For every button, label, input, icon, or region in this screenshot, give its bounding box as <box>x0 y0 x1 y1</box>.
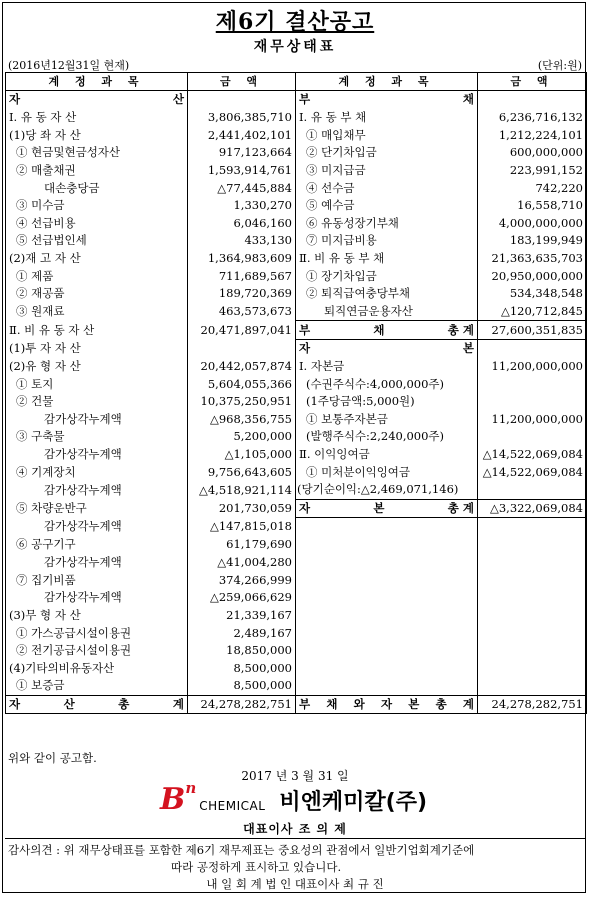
table-row <box>6 571 587 589</box>
table-row <box>6 358 587 376</box>
left-amount-cell: 463,573,673 <box>188 303 296 321</box>
account-cell: ① 미처분이익잉여금 <box>296 463 478 481</box>
right-amount-cell: 6,236,716,132 <box>478 109 587 127</box>
account-cell: 퇴직연금운용자산 <box>296 303 478 321</box>
account-label: 자 <box>299 501 311 516</box>
account-cell <box>296 607 478 625</box>
left-amount-cell: 1,364,983,609 <box>188 250 296 268</box>
account-cell <box>296 624 478 642</box>
account-cell: ② 퇴직급여충당부채 <box>296 285 478 303</box>
left-amount-cell: 374,266,999 <box>188 571 296 589</box>
account-label: 부 <box>299 322 311 337</box>
account-cell: ① 매입채무 <box>296 126 478 144</box>
table-row <box>6 126 587 144</box>
account-cell: ⑦ 미지급비용 <box>296 232 478 250</box>
account-cell: ⑥ 유동성장기부채 <box>296 214 478 232</box>
left-amount-cell: △41,004,280 <box>188 554 296 572</box>
account-cell <box>6 91 188 109</box>
account-label-end: 본 <box>462 341 474 356</box>
account-cell <box>296 554 478 572</box>
right-amount-cell <box>478 393 587 411</box>
account-cell: 감가상각누계액 <box>6 481 188 499</box>
table-row <box>6 589 587 607</box>
table-row <box>6 463 587 481</box>
account-cell <box>296 642 478 660</box>
left-amount-cell: 1,330,270 <box>188 197 296 215</box>
table-row <box>6 446 587 464</box>
right-total-char: 부 <box>299 697 311 712</box>
account-cell: 감가상각누계액 <box>6 446 188 464</box>
account-cell: 감가상각누계액 <box>6 554 188 572</box>
table-row <box>6 214 587 232</box>
right-amount-cell: 20,950,000,000 <box>478 267 587 285</box>
account-cell: (1)당 좌 자 산 <box>6 126 188 144</box>
account-cell: ① 제품 <box>6 267 188 285</box>
left-total-char: 자 <box>9 697 21 712</box>
account-cell <box>296 589 478 607</box>
account-spread <box>9 91 184 108</box>
right-amount-cell <box>478 481 587 499</box>
left-amount-cell: 20,471,897,041 <box>188 321 296 340</box>
left-amount-cell: 5,200,000 <box>188 428 296 446</box>
account-cell: (4)기타의비유동자산 <box>6 660 188 678</box>
right-amount-cell: 600,000,000 <box>478 144 587 162</box>
right-amount-cell: 183,199,949 <box>478 232 587 250</box>
left-amount-cell: 3,806,385,710 <box>188 109 296 127</box>
table-row <box>6 642 587 660</box>
right-amount-cell: 16,558,710 <box>478 197 587 215</box>
account-cell: Ⅱ. 비 유 동 부 채 <box>296 250 478 268</box>
right-amount-cell <box>478 607 587 625</box>
right-total-char: 채 <box>326 697 338 712</box>
right-amount-cell: △3,322,069,084 <box>478 499 587 518</box>
account-spread <box>299 500 474 517</box>
account-cell: ③ 미수금 <box>6 197 188 215</box>
account-cell: Ⅰ. 유 동 부 채 <box>296 109 478 127</box>
account-cell: ③ 원재료 <box>6 303 188 321</box>
right-amount-cell: 223,991,152 <box>478 162 587 180</box>
account-cell: 대손충당금 <box>6 179 188 197</box>
account-cell: ① 현금및현금성자산 <box>6 144 188 162</box>
left-amount-cell <box>188 91 296 109</box>
header-account-left: 계 정 과 목 <box>6 73 188 91</box>
account-cell: ⑤ 차량운반구 <box>6 499 188 518</box>
logo-chemical-text: CHEMICAL <box>199 799 266 813</box>
audit-line-1: 감사의견 : 위 재무상태표를 포함한 제6기 재무제표는 중요성의 관점에서 일반기업회계기준에 <box>8 843 475 857</box>
account-cell: ⑤ 예수금 <box>296 197 478 215</box>
account-cell: 감가상각누계액 <box>6 411 188 429</box>
account-cell <box>296 91 478 109</box>
table-row <box>6 393 587 411</box>
table-row <box>6 144 587 162</box>
left-amount-cell: 20,442,057,874 <box>188 358 296 376</box>
account-label-end: 총 계 <box>447 501 474 516</box>
table-row <box>6 339 587 357</box>
right-amount-cell <box>478 642 587 660</box>
table-row <box>6 677 587 695</box>
table-row <box>6 536 587 554</box>
left-total-spread <box>9 696 184 713</box>
left-amount-cell: △1,105,000 <box>188 446 296 464</box>
account-cell: ④ 선급비용 <box>6 214 188 232</box>
right-total-label <box>296 695 478 714</box>
left-amount-cell: 10,375,250,951 <box>188 393 296 411</box>
account-cell: ② 건물 <box>6 393 188 411</box>
table-row <box>6 250 587 268</box>
table-row <box>6 607 587 625</box>
right-amount-cell: 11,200,000,000 <box>478 358 587 376</box>
account-cell <box>296 677 478 695</box>
account-cell <box>296 571 478 589</box>
account-cell: (발행주식수:2,240,000주) <box>296 428 478 446</box>
right-amount-cell <box>478 589 587 607</box>
account-cell: (2)유 형 자 산 <box>6 358 188 376</box>
account-cell: (1)투 자 자 산 <box>6 339 188 357</box>
table-row <box>6 303 587 321</box>
account-cell: (1주당금액:5,000원) <box>296 393 478 411</box>
notice-date: 2017 년 3 월 31 일 <box>241 769 349 783</box>
table-row <box>6 232 587 250</box>
account-cell: ② 전기공급시설이용권 <box>6 642 188 660</box>
table-row <box>6 518 587 536</box>
account-cell: (수권주식수:4,000,000주) <box>296 375 478 393</box>
total-row <box>6 695 587 714</box>
company-logo <box>160 779 428 817</box>
account-cell <box>296 518 478 536</box>
account-spread <box>299 340 474 357</box>
ceo-line: 대표이사 조 의 제 <box>243 822 347 836</box>
account-cell: Ⅱ. 비 유 동 자 산 <box>6 321 188 340</box>
left-amount-cell: 711,689,567 <box>188 267 296 285</box>
left-amount-cell: 9,756,643,605 <box>188 463 296 481</box>
page-subtitle: 재무상태표 <box>253 39 337 55</box>
table-row <box>6 624 587 642</box>
account-label: 자 <box>299 341 311 356</box>
balance-sheet-table <box>5 72 587 714</box>
account-cell: ⑦ 집기비품 <box>6 571 188 589</box>
left-amount-cell: 61,179,690 <box>188 536 296 554</box>
right-total-char: 계 <box>462 697 474 712</box>
audit-opinion <box>8 842 583 876</box>
account-cell: ④ 기계장치 <box>6 463 188 481</box>
table-row <box>6 91 587 109</box>
right-amount-cell: 1,212,224,101 <box>478 126 587 144</box>
left-amount-cell: △259,066,629 <box>188 589 296 607</box>
account-cell: ① 보통주자본금 <box>296 411 478 429</box>
report-date: (2016년12월31일 현재) <box>8 59 130 72</box>
left-amount-cell: 8,500,000 <box>188 677 296 695</box>
table-row <box>6 428 587 446</box>
account-spread <box>299 322 474 339</box>
account-spread <box>299 91 474 108</box>
right-total-char: 본 <box>408 697 420 712</box>
account-cell: ④ 선수금 <box>296 179 478 197</box>
account-cell <box>296 321 478 340</box>
account-cell <box>296 339 478 357</box>
account-cell: 감가상각누계액 <box>6 518 188 536</box>
left-total-char: 계 <box>172 697 184 712</box>
header-account-right: 계 정 과 목 <box>296 73 478 91</box>
right-amount-cell: △14,522,069,084 <box>478 463 587 481</box>
table-row <box>6 179 587 197</box>
left-total-label <box>6 695 188 714</box>
left-amount-cell: 1,593,914,761 <box>188 162 296 180</box>
right-amount-cell: 742,220 <box>478 179 587 197</box>
right-amount-cell <box>478 660 587 678</box>
left-amount-cell: 2,441,402,101 <box>188 126 296 144</box>
right-amount-cell: 21,363,635,703 <box>478 250 587 268</box>
account-label: 부 <box>299 92 311 107</box>
right-total-char: 자 <box>380 697 393 712</box>
account-cell: ③ 구축물 <box>6 428 188 446</box>
table-row <box>6 321 587 340</box>
account-cell: 감가상각누계액 <box>6 589 188 607</box>
left-amount-cell: 8,500,000 <box>188 660 296 678</box>
account-label-mid: 채 <box>373 322 385 337</box>
right-amount-cell <box>478 428 587 446</box>
account-cell: (2)재 고 자 산 <box>6 250 188 268</box>
account-cell: ② 매출채권 <box>6 162 188 180</box>
table-row <box>6 481 587 499</box>
account-cell: ② 단기차입금 <box>296 144 478 162</box>
right-amount-cell: △120,712,845 <box>478 303 587 321</box>
account-cell: (당기순이익:△2,469,071,146) <box>296 481 478 499</box>
table-header-row <box>6 73 587 91</box>
left-amount-cell: △968,356,755 <box>188 411 296 429</box>
right-amount-cell: 27,600,351,835 <box>478 321 587 340</box>
right-amount-cell: 534,348,548 <box>478 285 587 303</box>
account-cell: ② 재공품 <box>6 285 188 303</box>
left-amount-cell <box>188 339 296 357</box>
right-amount-cell <box>478 536 587 554</box>
right-amount-cell <box>478 624 587 642</box>
left-amount-cell: 18,850,000 <box>188 642 296 660</box>
left-amount-cell: 5,604,055,366 <box>188 375 296 393</box>
right-amount-cell <box>478 554 587 572</box>
right-amount-cell: 4,000,000,000 <box>478 214 587 232</box>
left-amount-cell: 433,130 <box>188 232 296 250</box>
account-cell <box>296 499 478 518</box>
account-label-end: 총 계 <box>447 322 474 337</box>
account-cell: Ⅱ. 이익잉여금 <box>296 446 478 464</box>
left-total-amount: 24,278,282,751 <box>188 695 296 714</box>
left-total-char: 총 <box>118 697 130 712</box>
account-cell: ① 장기차입금 <box>296 267 478 285</box>
account-label-end: 채 <box>462 92 474 107</box>
header-amount-left: 금 액 <box>188 73 296 91</box>
logo-letter-n: n <box>185 779 197 797</box>
account-cell: ⑤ 선급법인세 <box>6 232 188 250</box>
left-amount-cell: 21,339,167 <box>188 607 296 625</box>
right-amount-cell: △14,522,069,084 <box>478 446 587 464</box>
account-cell: Ⅰ. 유 동 자 산 <box>6 109 188 127</box>
header-amount-right: 금 액 <box>478 73 587 91</box>
left-amount-cell: △147,815,018 <box>188 518 296 536</box>
right-amount-cell <box>478 677 587 695</box>
right-amount-cell <box>478 518 587 536</box>
table-row <box>6 162 587 180</box>
right-amount-cell: 11,200,000,000 <box>478 411 587 429</box>
table-row <box>6 109 587 127</box>
left-amount-cell: 201,730,059 <box>188 499 296 518</box>
right-total-amount: 24,278,282,751 <box>478 695 587 714</box>
left-amount-cell: △77,445,884 <box>188 179 296 197</box>
table-row <box>6 411 587 429</box>
account-cell: ① 보증금 <box>6 677 188 695</box>
account-label-end: 산 <box>172 92 184 107</box>
account-cell: ① 토지 <box>6 375 188 393</box>
account-cell <box>296 536 478 554</box>
left-amount-cell: 2,489,167 <box>188 624 296 642</box>
left-amount-cell: 189,720,369 <box>188 285 296 303</box>
account-cell: ① 가스공급시설이용권 <box>6 624 188 642</box>
right-total-spread <box>299 696 474 713</box>
right-amount-cell <box>478 571 587 589</box>
right-total-char: 와 <box>353 697 365 712</box>
account-cell <box>296 660 478 678</box>
audit-line-2: 따라 공정하게 표시하고 있습니다. <box>171 860 342 874</box>
left-amount-cell: △4,518,921,114 <box>188 481 296 499</box>
left-amount-cell: 917,123,664 <box>188 144 296 162</box>
account-cell: ③ 미지급금 <box>296 162 478 180</box>
page-title: 제6기 결산공고 <box>215 9 375 35</box>
left-total-char: 산 <box>63 697 75 712</box>
right-amount-cell <box>478 91 587 109</box>
table-row <box>6 375 587 393</box>
logo-letter-b: B <box>160 782 186 817</box>
table-row <box>6 660 587 678</box>
table-row <box>6 267 587 285</box>
table-row <box>6 197 587 215</box>
table-row <box>6 554 587 572</box>
account-label-mid: 본 <box>373 501 385 516</box>
table-row <box>6 499 587 518</box>
right-total-char: 총 <box>435 697 447 712</box>
account-cell: (3)무 형 자 산 <box>6 607 188 625</box>
left-amount-cell: 6,046,160 <box>188 214 296 232</box>
unit-label: (단위:원) <box>537 59 582 72</box>
company-name: 비엔케미칼(주) <box>279 789 428 815</box>
notice-text: 위와 같이 공고함. <box>8 751 97 765</box>
auditor-line: 내 일 회 계 법 인 대표이사 최 규 진 <box>206 877 384 891</box>
account-label: 자 <box>9 92 21 107</box>
account-cell: ⑥ 공구기구 <box>6 536 188 554</box>
right-amount-cell <box>478 375 587 393</box>
right-amount-cell <box>478 339 587 357</box>
account-cell: Ⅰ. 자본금 <box>296 358 478 376</box>
table-row <box>6 285 587 303</box>
